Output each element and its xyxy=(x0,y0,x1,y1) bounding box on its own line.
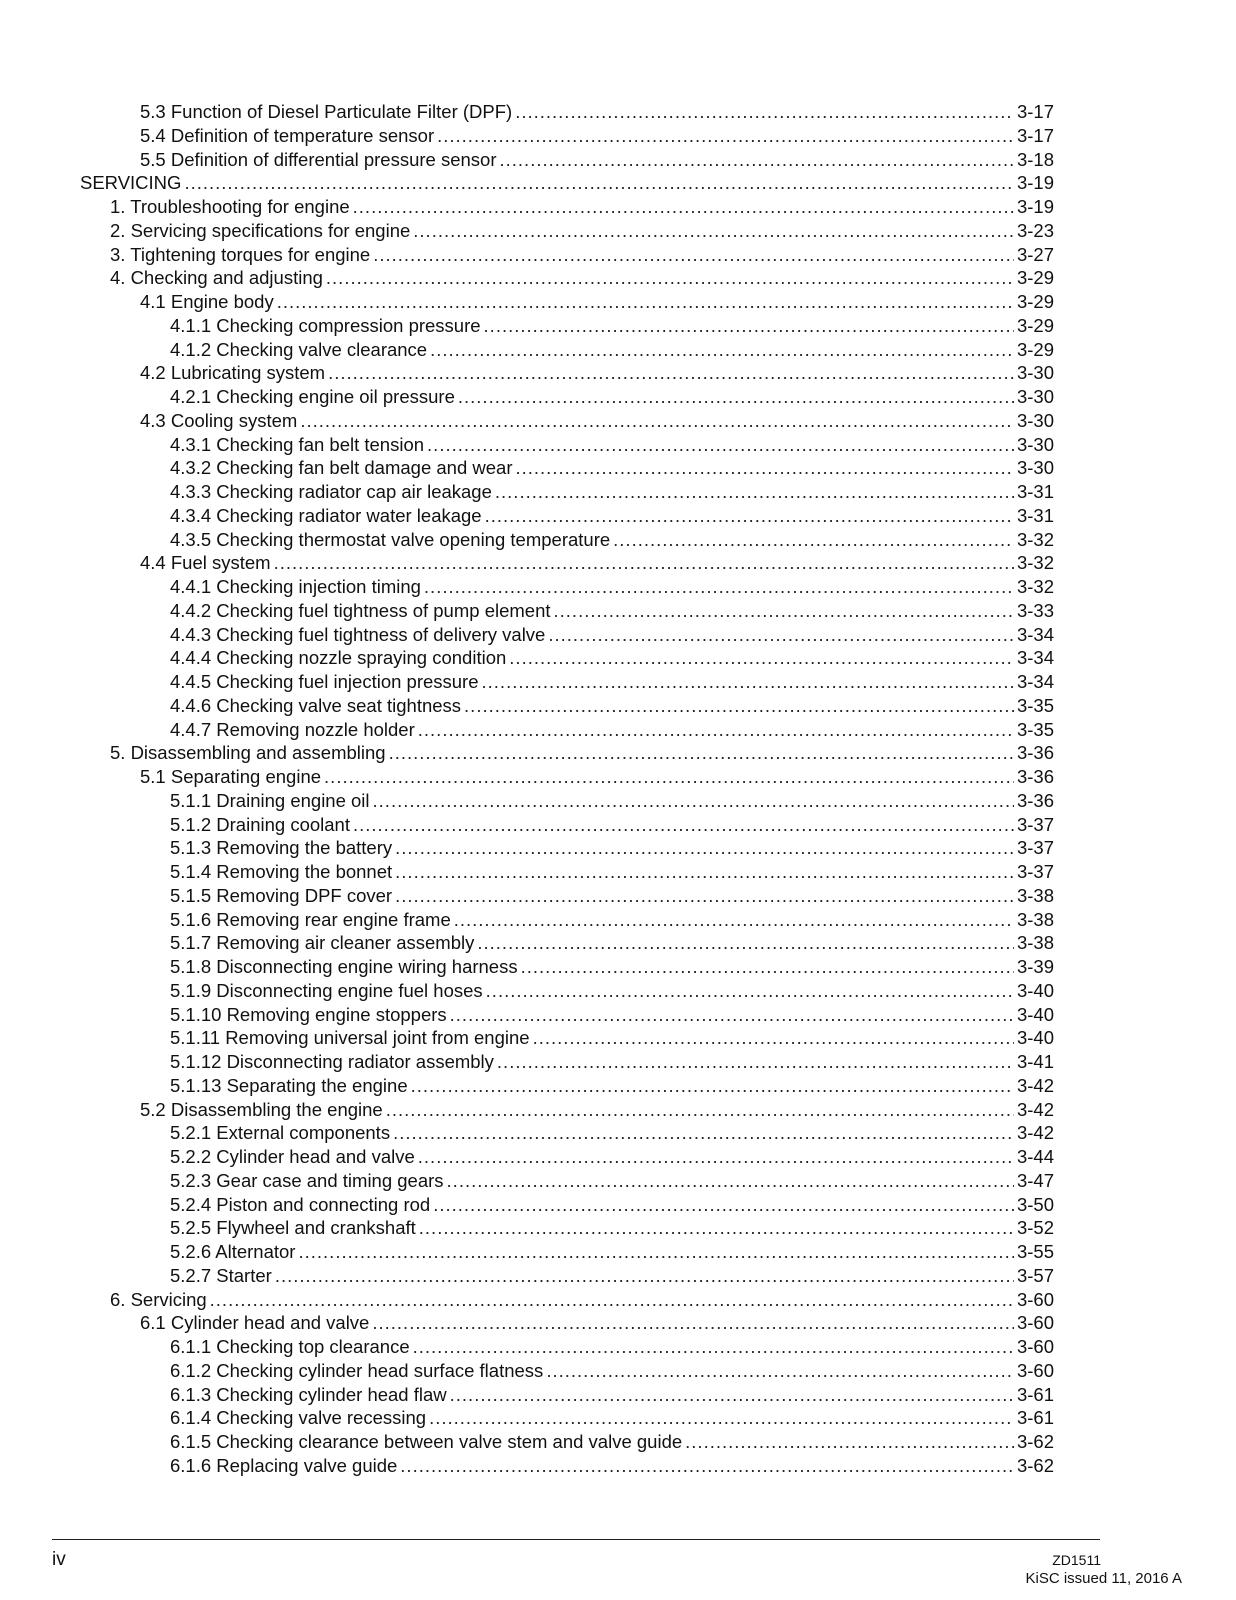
toc-entry-page: 3-19 xyxy=(1016,196,1054,217)
toc-entry-page: 3-42 xyxy=(1016,1099,1054,1120)
toc-entry-title: 5.1.7 Removing air cleaner assembly xyxy=(170,932,475,953)
toc-entry-title: 5.2.1 External components xyxy=(170,1122,391,1143)
toc-entry[interactable] xyxy=(110,195,1054,219)
toc-entry[interactable] xyxy=(170,1264,1054,1288)
dot-leader xyxy=(458,385,1014,409)
toc-entry[interactable] xyxy=(170,1026,1054,1050)
dot-leader xyxy=(400,1454,1014,1478)
toc-entry-page: 3-42 xyxy=(1016,1075,1054,1096)
toc-entry-page: 3-41 xyxy=(1016,1051,1054,1072)
toc-entry[interactable] xyxy=(140,100,1054,124)
toc-entry-page: 3-36 xyxy=(1016,790,1054,811)
toc-entry[interactable] xyxy=(170,480,1054,504)
toc-entry[interactable] xyxy=(170,694,1054,718)
toc-entry-page: 3-55 xyxy=(1016,1241,1054,1262)
dot-leader xyxy=(395,884,1014,908)
toc-entry[interactable] xyxy=(170,456,1054,480)
toc-entry-page: 3-40 xyxy=(1016,980,1054,1001)
toc-entry-title: 4.4.5 Checking fuel injection pressure xyxy=(170,671,479,692)
toc-entry-title: 5.1.10 Removing engine stoppers xyxy=(170,1004,447,1025)
toc-entry[interactable] xyxy=(170,670,1054,694)
dot-leader xyxy=(373,243,1014,267)
toc-entry-page: 3-17 xyxy=(1016,101,1054,122)
toc-entry-title: 6.1.3 Checking cylinder head flaw xyxy=(170,1384,447,1405)
dot-leader xyxy=(328,361,1014,385)
toc-entry-page: 3-27 xyxy=(1016,244,1054,265)
toc-entry-title: 5.1.6 Removing rear engine frame xyxy=(170,909,451,930)
toc-entry-page: 3-18 xyxy=(1016,149,1054,170)
toc-entry[interactable] xyxy=(110,219,1054,243)
dot-leader xyxy=(685,1430,1014,1454)
toc-entry[interactable] xyxy=(110,1288,1054,1312)
toc-entry-title: 2. Servicing specifications for engine xyxy=(110,220,411,241)
dot-leader xyxy=(485,504,1014,528)
toc-entry-title: 5.1 Separating engine xyxy=(140,766,322,787)
dot-leader xyxy=(353,813,1014,837)
dot-leader xyxy=(484,314,1014,338)
toc-entry-page: 3-35 xyxy=(1016,695,1054,716)
dot-leader xyxy=(413,1335,1014,1359)
toc-entry-page: 3-29 xyxy=(1016,267,1054,288)
dot-leader xyxy=(418,718,1014,742)
toc-entry[interactable] xyxy=(170,718,1054,742)
toc-entry-title: 5.2 Disassembling the engine xyxy=(140,1099,383,1120)
toc-entry[interactable] xyxy=(140,1311,1054,1335)
toc-entry[interactable] xyxy=(170,314,1054,338)
toc-entry-title: 5.2.2 Cylinder head and valve xyxy=(170,1146,415,1167)
toc-entry[interactable] xyxy=(170,1454,1054,1478)
toc-entry[interactable] xyxy=(170,646,1054,670)
toc-entry-title: 4.3.3 Checking radiator cap air leakage xyxy=(170,481,492,502)
toc-entry-page: 3-29 xyxy=(1016,339,1054,360)
toc-entry[interactable] xyxy=(170,813,1054,837)
toc-entry[interactable] xyxy=(170,1169,1054,1193)
toc-entry-page: 3-37 xyxy=(1016,837,1054,858)
toc-entry-page: 3-50 xyxy=(1016,1194,1054,1215)
toc-entry-title: 5.1.12 Disconnecting radiator assembly xyxy=(170,1051,494,1072)
toc-entry-title: 5.1.5 Removing DPF cover xyxy=(170,885,393,906)
dot-leader xyxy=(486,979,1014,1003)
toc-entry-page: 3-38 xyxy=(1016,885,1054,906)
toc-entry-page: 3-40 xyxy=(1016,1027,1054,1048)
dot-leader xyxy=(386,1098,1014,1122)
toc-entry[interactable] xyxy=(170,1074,1054,1098)
dot-leader xyxy=(482,670,1014,694)
toc-entry[interactable] xyxy=(170,1145,1054,1169)
dot-leader xyxy=(477,931,1014,955)
toc-entry-page: 3-32 xyxy=(1016,576,1054,597)
dot-leader xyxy=(533,1026,1014,1050)
toc-entry-page: 3-52 xyxy=(1016,1217,1054,1238)
toc-entry-page: 3-30 xyxy=(1016,386,1054,407)
dot-leader xyxy=(497,1050,1014,1074)
toc-entry-title: 5.2.5 Flywheel and crankshaft xyxy=(170,1217,416,1238)
toc-entry-title: 4.3.4 Checking radiator water leakage xyxy=(170,505,482,526)
toc-entry[interactable] xyxy=(170,860,1054,884)
toc-entry-title: 4. Checking and adjusting xyxy=(110,267,323,288)
toc-entry[interactable] xyxy=(80,171,1054,195)
toc-entry-title: 4.3.2 Checking fan belt damage and wear xyxy=(170,457,513,478)
dot-leader xyxy=(613,528,1014,552)
dot-leader xyxy=(437,124,1014,148)
toc-entry-page: 3-32 xyxy=(1016,529,1054,550)
toc-entry-title: SERVICING xyxy=(80,172,182,193)
toc-entry-page: 3-60 xyxy=(1016,1336,1054,1357)
toc-entry-page: 3-38 xyxy=(1016,909,1054,930)
dot-leader xyxy=(464,694,1014,718)
toc-entry-page: 3-29 xyxy=(1016,315,1054,336)
toc-entry-page: 3-40 xyxy=(1016,1004,1054,1025)
toc-entry-title: 6.1.5 Checking clearance between valve stem and valve guide xyxy=(170,1431,683,1452)
toc-entry[interactable] xyxy=(140,124,1054,148)
toc-entry-page: 3-62 xyxy=(1016,1431,1054,1452)
dot-leader xyxy=(395,860,1014,884)
dot-leader xyxy=(353,195,1014,219)
dot-leader xyxy=(210,1288,1014,1312)
toc-entry[interactable] xyxy=(170,836,1054,860)
dot-leader xyxy=(554,599,1014,623)
dot-leader xyxy=(500,148,1014,172)
toc-entry-title: 5.4 Definition of temperature sensor xyxy=(140,125,435,146)
toc-entry-page: 3-30 xyxy=(1016,457,1054,478)
toc-entry-page: 3-61 xyxy=(1016,1407,1054,1428)
toc-entry-page: 3-60 xyxy=(1016,1312,1054,1333)
dot-leader xyxy=(419,1216,1014,1240)
toc-entry-title: 4.4.3 Checking fuel tightness of delivery valve xyxy=(170,624,546,645)
toc-entry-title: 5.1.13 Separating the engine xyxy=(170,1075,408,1096)
dot-leader xyxy=(450,1383,1014,1407)
toc-entry-title: 6.1.2 Checking cylinder head surface flatness xyxy=(170,1360,544,1381)
toc-entry-page: 3-17 xyxy=(1016,125,1054,146)
toc-entry-title: 6.1.1 Checking top clearance xyxy=(170,1336,410,1357)
toc-entry-page: 3-57 xyxy=(1016,1265,1054,1286)
dot-leader xyxy=(277,290,1014,314)
footer-divider xyxy=(52,1539,1100,1540)
dot-leader xyxy=(372,1311,1014,1335)
toc-entry-title: 4.1.1 Checking compression pressure xyxy=(170,315,481,336)
toc-entry[interactable] xyxy=(170,789,1054,813)
dot-leader xyxy=(509,646,1014,670)
toc-entry[interactable] xyxy=(140,1098,1054,1122)
toc-entry-page: 3-34 xyxy=(1016,671,1054,692)
toc-entry[interactable] xyxy=(170,979,1054,1003)
toc-entry-title: 1. Troubleshooting for engine xyxy=(110,196,350,217)
toc-entry-title: 5.2.6 Alternator xyxy=(170,1241,296,1262)
dot-leader xyxy=(495,480,1014,504)
dot-leader xyxy=(300,409,1014,433)
dot-leader xyxy=(433,1193,1014,1217)
toc-entry[interactable] xyxy=(140,290,1054,314)
toc-entry[interactable] xyxy=(110,741,1054,765)
dot-leader xyxy=(298,1240,1013,1264)
toc-entry-title: 5. Disassembling and assembling xyxy=(110,742,386,763)
toc-entry-title: 4.4 Fuel system xyxy=(140,552,271,573)
toc-entry-title: 5.5 Definition of differential pressure sensor xyxy=(140,149,497,170)
toc-entry-page: 3-60 xyxy=(1016,1360,1054,1381)
toc-entry-page: 3-31 xyxy=(1016,481,1054,502)
toc-entry[interactable] xyxy=(110,243,1054,267)
toc-entry[interactable] xyxy=(170,908,1054,932)
dot-leader xyxy=(450,1003,1014,1027)
toc-entry-page: 3-37 xyxy=(1016,814,1054,835)
toc-entry-title: 4.3.5 Checking thermostat valve opening temperature xyxy=(170,529,611,550)
toc-entry-title: 4.4.2 Checking fuel tightness of pump element xyxy=(170,600,551,621)
dot-leader xyxy=(373,789,1014,813)
dot-leader xyxy=(274,551,1014,575)
toc-entry[interactable] xyxy=(170,1003,1054,1027)
dot-leader xyxy=(447,1169,1014,1193)
toc-entry-page: 3-44 xyxy=(1016,1146,1054,1167)
toc-entry-title: 4.3 Cooling system xyxy=(140,410,298,431)
dot-leader xyxy=(324,765,1014,789)
toc-entry-page: 3-29 xyxy=(1016,291,1054,312)
dot-leader xyxy=(395,836,1014,860)
toc-entry[interactable] xyxy=(170,504,1054,528)
toc-entry-page: 3-30 xyxy=(1016,410,1054,431)
toc-entry[interactable] xyxy=(170,385,1054,409)
toc-entry[interactable] xyxy=(170,623,1054,647)
dot-leader xyxy=(515,456,1013,480)
toc-entry-page: 3-61 xyxy=(1016,1384,1054,1405)
page-number: iv xyxy=(52,1549,66,1570)
toc-entry-title: 5.2.4 Piston and connecting rod xyxy=(170,1194,431,1215)
dot-leader xyxy=(184,171,1014,195)
toc-entry-page: 3-34 xyxy=(1016,647,1054,668)
toc-entry-page: 3-60 xyxy=(1016,1289,1054,1310)
toc-entry[interactable] xyxy=(170,1359,1054,1383)
toc-entry-page: 3-33 xyxy=(1016,600,1054,621)
toc-entry-title: 4.4.4 Checking nozzle spraying condition xyxy=(170,647,507,668)
toc-entry[interactable] xyxy=(170,433,1054,457)
toc-entry-page: 3-30 xyxy=(1016,434,1054,455)
toc-entry-title: 4.2 Lubricating system xyxy=(140,362,326,383)
toc-entry[interactable] xyxy=(170,1430,1054,1454)
toc-entry-page: 3-23 xyxy=(1016,220,1054,241)
dot-leader xyxy=(548,623,1014,647)
toc-entry[interactable] xyxy=(170,1193,1054,1217)
toc-entry-page: 3-38 xyxy=(1016,932,1054,953)
toc-entry-page: 3-32 xyxy=(1016,552,1054,573)
toc-entry-title: 4.4.7 Removing nozzle holder xyxy=(170,719,415,740)
toc-entry-title: 5.2.3 Gear case and timing gears xyxy=(170,1170,444,1191)
dot-leader xyxy=(389,741,1014,765)
dot-leader xyxy=(430,338,1014,362)
toc-entry-title: 4.1 Engine body xyxy=(140,291,274,312)
toc-entry-page: 3-35 xyxy=(1016,719,1054,740)
toc-entry-page: 3-36 xyxy=(1016,742,1054,763)
dot-leader xyxy=(427,433,1014,457)
toc-entry[interactable] xyxy=(140,551,1054,575)
toc-entry[interactable] xyxy=(140,409,1054,433)
toc-entry-title: 5.1.4 Removing the bonnet xyxy=(170,861,393,882)
toc-entry-title: 6.1 Cylinder head and valve xyxy=(140,1312,370,1333)
toc-entry-page: 3-30 xyxy=(1016,362,1054,383)
toc-entry-page: 3-34 xyxy=(1016,624,1054,645)
toc-entry-title: 4.2.1 Checking engine oil pressure xyxy=(170,386,455,407)
toc-entry-title: 6.1.6 Replacing valve guide xyxy=(170,1455,398,1476)
toc-entry[interactable] xyxy=(170,1240,1054,1264)
toc-entry-title: 6.1.4 Checking valve recessing xyxy=(170,1407,427,1428)
toc-entry[interactable] xyxy=(170,1406,1054,1430)
dot-leader xyxy=(275,1264,1014,1288)
toc-entry-title: 4.1.2 Checking valve clearance xyxy=(170,339,428,360)
dot-leader xyxy=(521,955,1014,979)
dot-leader xyxy=(546,1359,1014,1383)
dot-leader xyxy=(424,575,1014,599)
toc-entry-title: 5.1.8 Disconnecting engine wiring harness xyxy=(170,956,518,977)
toc-entry[interactable] xyxy=(170,1383,1054,1407)
toc-entry-title: 4.4.6 Checking valve seat tightness xyxy=(170,695,462,716)
toc-entry[interactable] xyxy=(170,931,1054,955)
toc-entry[interactable] xyxy=(110,266,1054,290)
toc-entry[interactable] xyxy=(170,575,1054,599)
dot-leader xyxy=(429,1406,1014,1430)
toc-entry-page: 3-47 xyxy=(1016,1170,1054,1191)
toc-entry-title: 5.2.7 Starter xyxy=(170,1265,272,1286)
toc-entry-page: 3-37 xyxy=(1016,861,1054,882)
toc-entry[interactable] xyxy=(170,884,1054,908)
toc-entry-page: 3-62 xyxy=(1016,1455,1054,1476)
toc-entry[interactable] xyxy=(140,148,1054,172)
toc-entry[interactable] xyxy=(170,1121,1054,1145)
document-code: ZD1511 xyxy=(1052,1552,1101,1568)
dot-leader xyxy=(454,908,1014,932)
toc-entry[interactable] xyxy=(170,599,1054,623)
toc-entry-title: 5.1.3 Removing the battery xyxy=(170,837,393,858)
toc-entry[interactable] xyxy=(140,361,1054,385)
toc-entry-title: 4.4.1 Checking injection timing xyxy=(170,576,421,597)
issue-info: KiSC issued 11, 2016 A xyxy=(1025,1570,1182,1587)
toc-entry[interactable] xyxy=(170,1216,1054,1240)
toc-entry-title: 5.1.2 Draining coolant xyxy=(170,814,350,835)
toc-entry-page: 3-19 xyxy=(1016,172,1054,193)
toc-entry[interactable] xyxy=(170,1050,1054,1074)
toc-entry[interactable] xyxy=(170,528,1054,552)
toc-entry-title: 5.1.1 Draining engine oil xyxy=(170,790,370,811)
dot-leader xyxy=(413,219,1014,243)
dot-leader xyxy=(515,100,1014,124)
toc-entry-page: 3-31 xyxy=(1016,505,1054,526)
dot-leader xyxy=(411,1074,1014,1098)
dot-leader xyxy=(393,1121,1014,1145)
toc-entry-title: 6. Servicing xyxy=(110,1289,207,1310)
toc-entry[interactable] xyxy=(170,955,1054,979)
toc-entry-title: 4.3.1 Checking fan belt tension xyxy=(170,434,425,455)
toc-entry-page: 3-36 xyxy=(1016,766,1054,787)
toc-entry[interactable] xyxy=(140,765,1054,789)
toc-entry-title: 5.3 Function of Diesel Particulate Filter (DPF) xyxy=(140,101,513,122)
dot-leader xyxy=(418,1145,1014,1169)
toc-entry[interactable] xyxy=(170,338,1054,362)
toc-entry-title: 3. Tightening torques for engine xyxy=(110,244,371,265)
toc-entry-page: 3-39 xyxy=(1016,956,1054,977)
dot-leader xyxy=(326,266,1014,290)
toc-entry-page: 3-42 xyxy=(1016,1122,1054,1143)
toc-entry[interactable] xyxy=(170,1335,1054,1359)
toc-entry-title: 5.1.11 Removing universal joint from engine xyxy=(170,1027,530,1048)
toc-entry-title: 5.1.9 Disconnecting engine fuel hoses xyxy=(170,980,483,1001)
